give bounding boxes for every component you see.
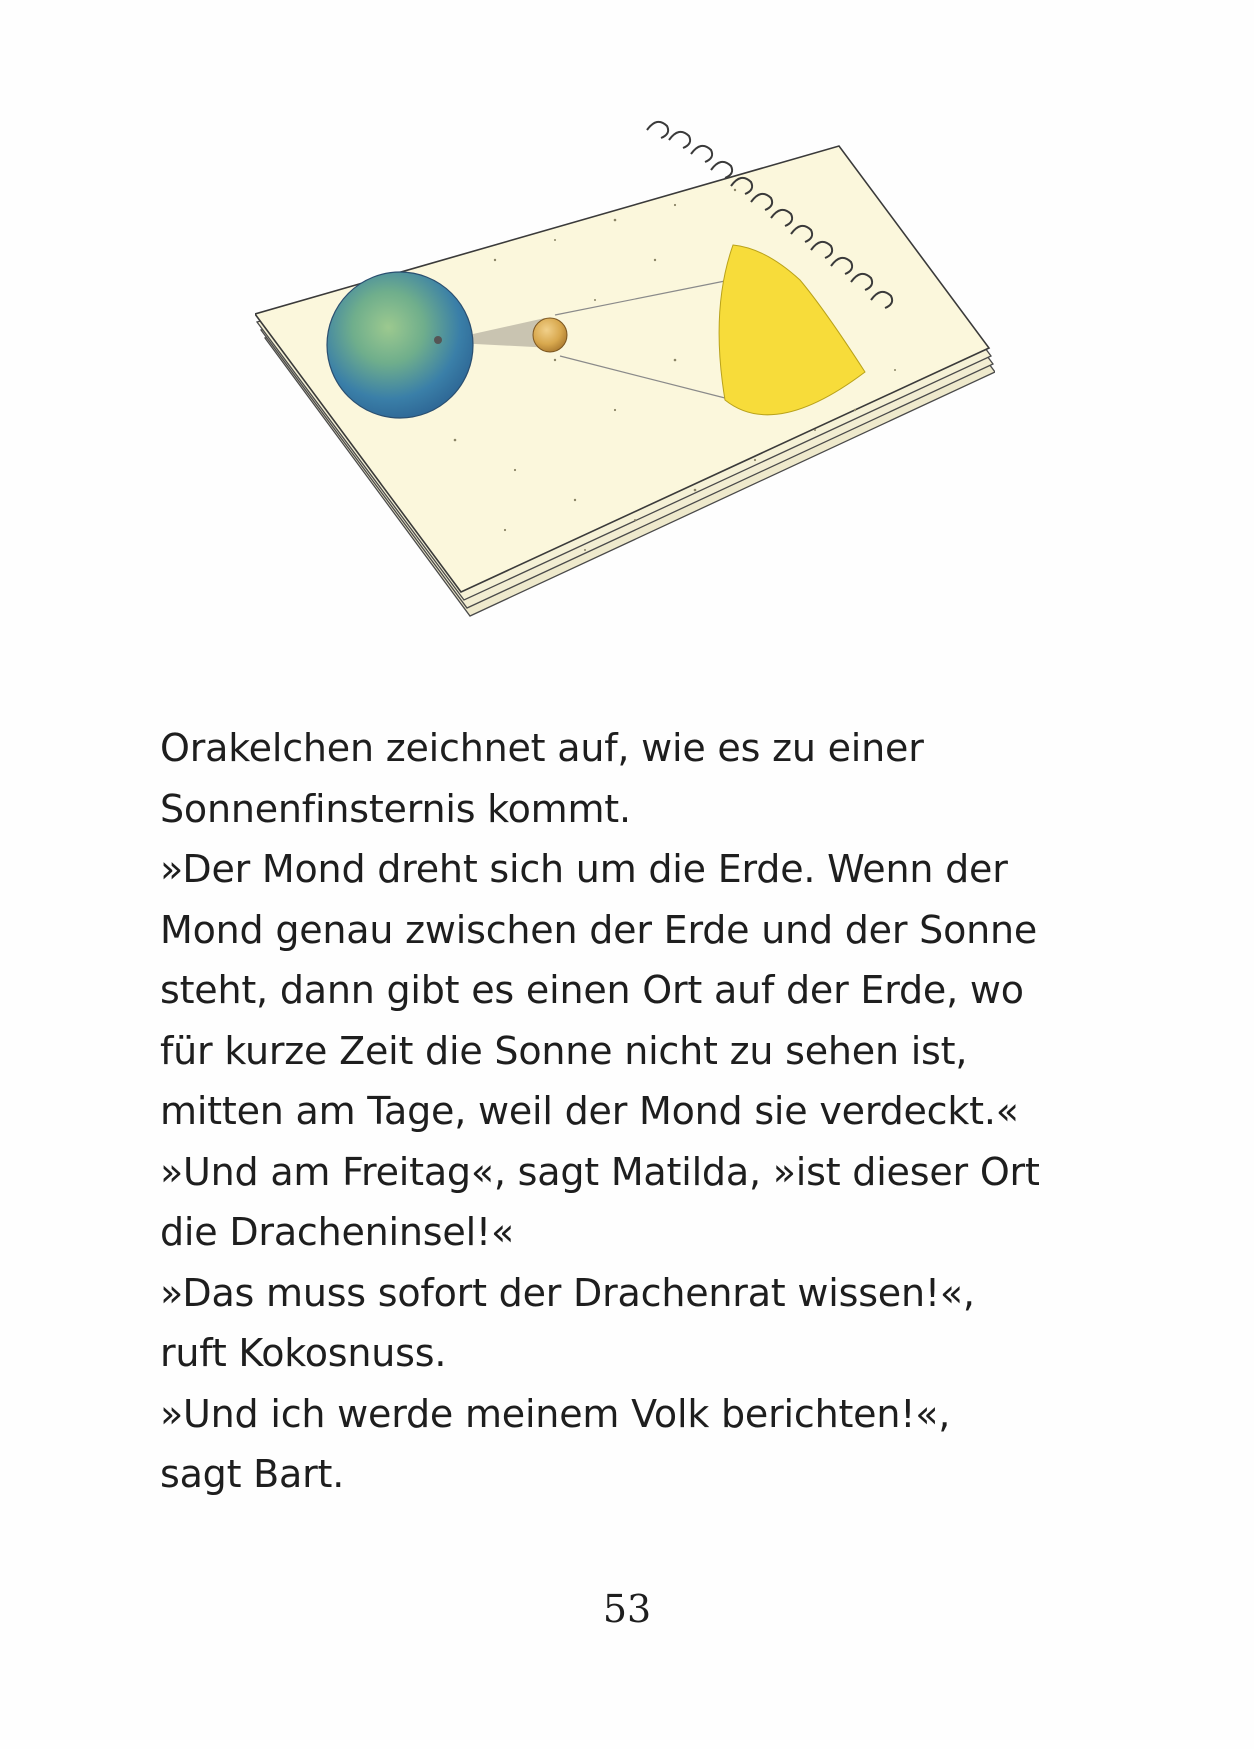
text-line: »Der Mond dreht sich um die Erde. Wenn der [160, 847, 1008, 891]
text-line: die Dracheninsel!« [160, 1210, 515, 1254]
page-number: 53 [602, 1587, 652, 1631]
text-line: Mond genau zwischen der Erde und der Sonne [160, 907, 1038, 952]
text-line: sagt Bart. [160, 1452, 345, 1496]
text-line: »Das muss sofort der Drachenrat wissen!«, [160, 1270, 975, 1315]
text-line: »Und am Freitag«, sagt Matilda, »ist dieser Ort [160, 1149, 1040, 1194]
eclipse-notepad-illustration [255, 110, 995, 700]
text-line: Sonnenfinsternis kommt. [160, 786, 631, 831]
text-line: »Und ich werde meinem Volk berichten!«, [160, 1391, 951, 1436]
text-line: für kurze Zeit die Sonne nicht zu sehen ist, [160, 1028, 968, 1073]
text-line: steht, dann gibt es einen Ort auf der Erde, wo [160, 968, 1024, 1012]
text-line: mitten am Tage, weil der Mond sie verdeckt.« [160, 1089, 1019, 1133]
earth-shape [327, 272, 473, 418]
moon-shape [533, 318, 567, 352]
story-text [160, 718, 1060, 1505]
text-line: ruft Kokosnuss. [160, 1331, 447, 1375]
text-line: Orakelchen zeichnet auf, wie es zu einer [160, 726, 924, 770]
